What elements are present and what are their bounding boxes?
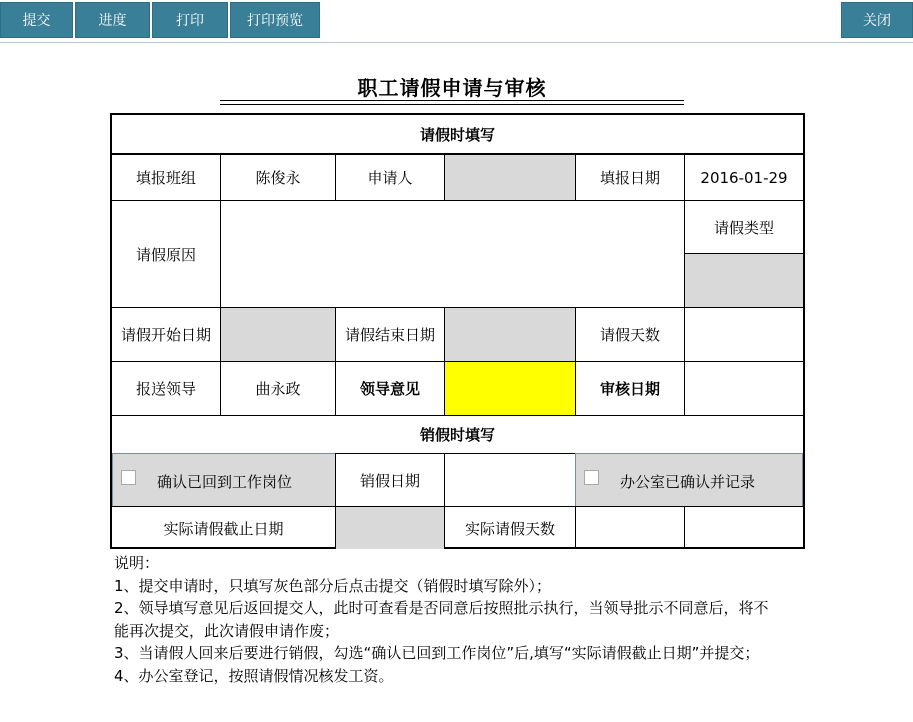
team-value: 陈俊永 bbox=[220, 154, 336, 201]
instruction-item: 3、当请假人回来后要进行销假，勾选“确认已回到工作岗位”后,填写“实际请假截止日期”并提交； bbox=[114, 644, 760, 662]
leave-form bbox=[110, 113, 805, 549]
toolbar bbox=[0, 0, 913, 43]
instruction-item: 2、领导填写意见后返回提交人，此时可查看是否同意后按照批示执行，当领导批示不同意后，将不能再次提交，此次请假申请作废； bbox=[114, 599, 769, 640]
report-date-value: 2016-01-29 bbox=[684, 154, 803, 201]
applicant-field[interactable] bbox=[444, 154, 576, 201]
title-underline-double bbox=[220, 104, 684, 105]
days-value bbox=[684, 307, 803, 362]
report-date-label: 填报日期 bbox=[575, 154, 685, 201]
actual-end-label: 实际请假截止日期 bbox=[112, 506, 336, 549]
section-leave-cancel: 销假时填写 bbox=[112, 415, 803, 454]
actual-extra-cell bbox=[684, 506, 803, 549]
title-underline bbox=[220, 100, 684, 101]
close-button[interactable]: 关闭 bbox=[841, 2, 913, 38]
reason-label: 请假原因 bbox=[112, 200, 221, 308]
start-date-label: 请假开始日期 bbox=[112, 307, 221, 362]
office-confirm-label: 办公室已确认并记录 bbox=[620, 473, 756, 491]
instruction-item: 1、提交申请时，只填写灰色部分后点击提交（销假时填写除外）； bbox=[114, 576, 552, 595]
actual-days-label: 实际请假天数 bbox=[444, 506, 576, 549]
instructions-heading: 说明： bbox=[114, 554, 160, 572]
actual-end-field[interactable] bbox=[335, 506, 445, 549]
confirm-return-label: 确认已回到工作岗位 bbox=[157, 473, 293, 491]
form-title: 职工请假申请与审核 bbox=[357, 76, 547, 100]
confirm-return-cell[interactable] bbox=[112, 453, 336, 507]
applicant-label: 申请人 bbox=[335, 154, 445, 201]
instructions bbox=[114, 552, 804, 687]
office-confirm-checkbox[interactable] bbox=[584, 470, 599, 485]
instruction-item: 4、办公室登记，按照请假情况核发工资。 bbox=[114, 666, 394, 685]
end-date-label: 请假结束日期 bbox=[335, 307, 445, 362]
office-confirm-cell[interactable] bbox=[575, 453, 803, 507]
team-label: 填报班组 bbox=[112, 154, 221, 201]
leave-type-label: 请假类型 bbox=[684, 200, 803, 254]
cancel-date-label: 销假日期 bbox=[335, 453, 445, 507]
days-label: 请假天数 bbox=[575, 307, 685, 362]
confirm-return-checkbox[interactable] bbox=[121, 470, 136, 485]
review-date-label: 审核日期 bbox=[575, 361, 685, 416]
opinion-label: 领导意见 bbox=[335, 361, 445, 416]
leader-value: 曲永政 bbox=[220, 361, 336, 416]
leave-type-field[interactable] bbox=[684, 253, 803, 308]
leader-label: 报送领导 bbox=[112, 361, 221, 416]
print-button[interactable]: 打印 bbox=[152, 2, 228, 38]
print-preview-button[interactable]: 打印预览 bbox=[230, 2, 320, 38]
start-date-field[interactable] bbox=[220, 307, 336, 362]
section-leave-request: 请假时填写 bbox=[112, 115, 803, 154]
opinion-field[interactable] bbox=[444, 361, 576, 416]
submit-button[interactable]: 提交 bbox=[0, 2, 73, 38]
reason-field[interactable] bbox=[220, 200, 685, 308]
actual-days-value bbox=[575, 506, 685, 549]
end-date-field[interactable] bbox=[444, 307, 576, 362]
cancel-date-field[interactable] bbox=[444, 453, 576, 507]
review-date-value bbox=[684, 361, 803, 416]
progress-button[interactable]: 进度 bbox=[75, 2, 150, 38]
